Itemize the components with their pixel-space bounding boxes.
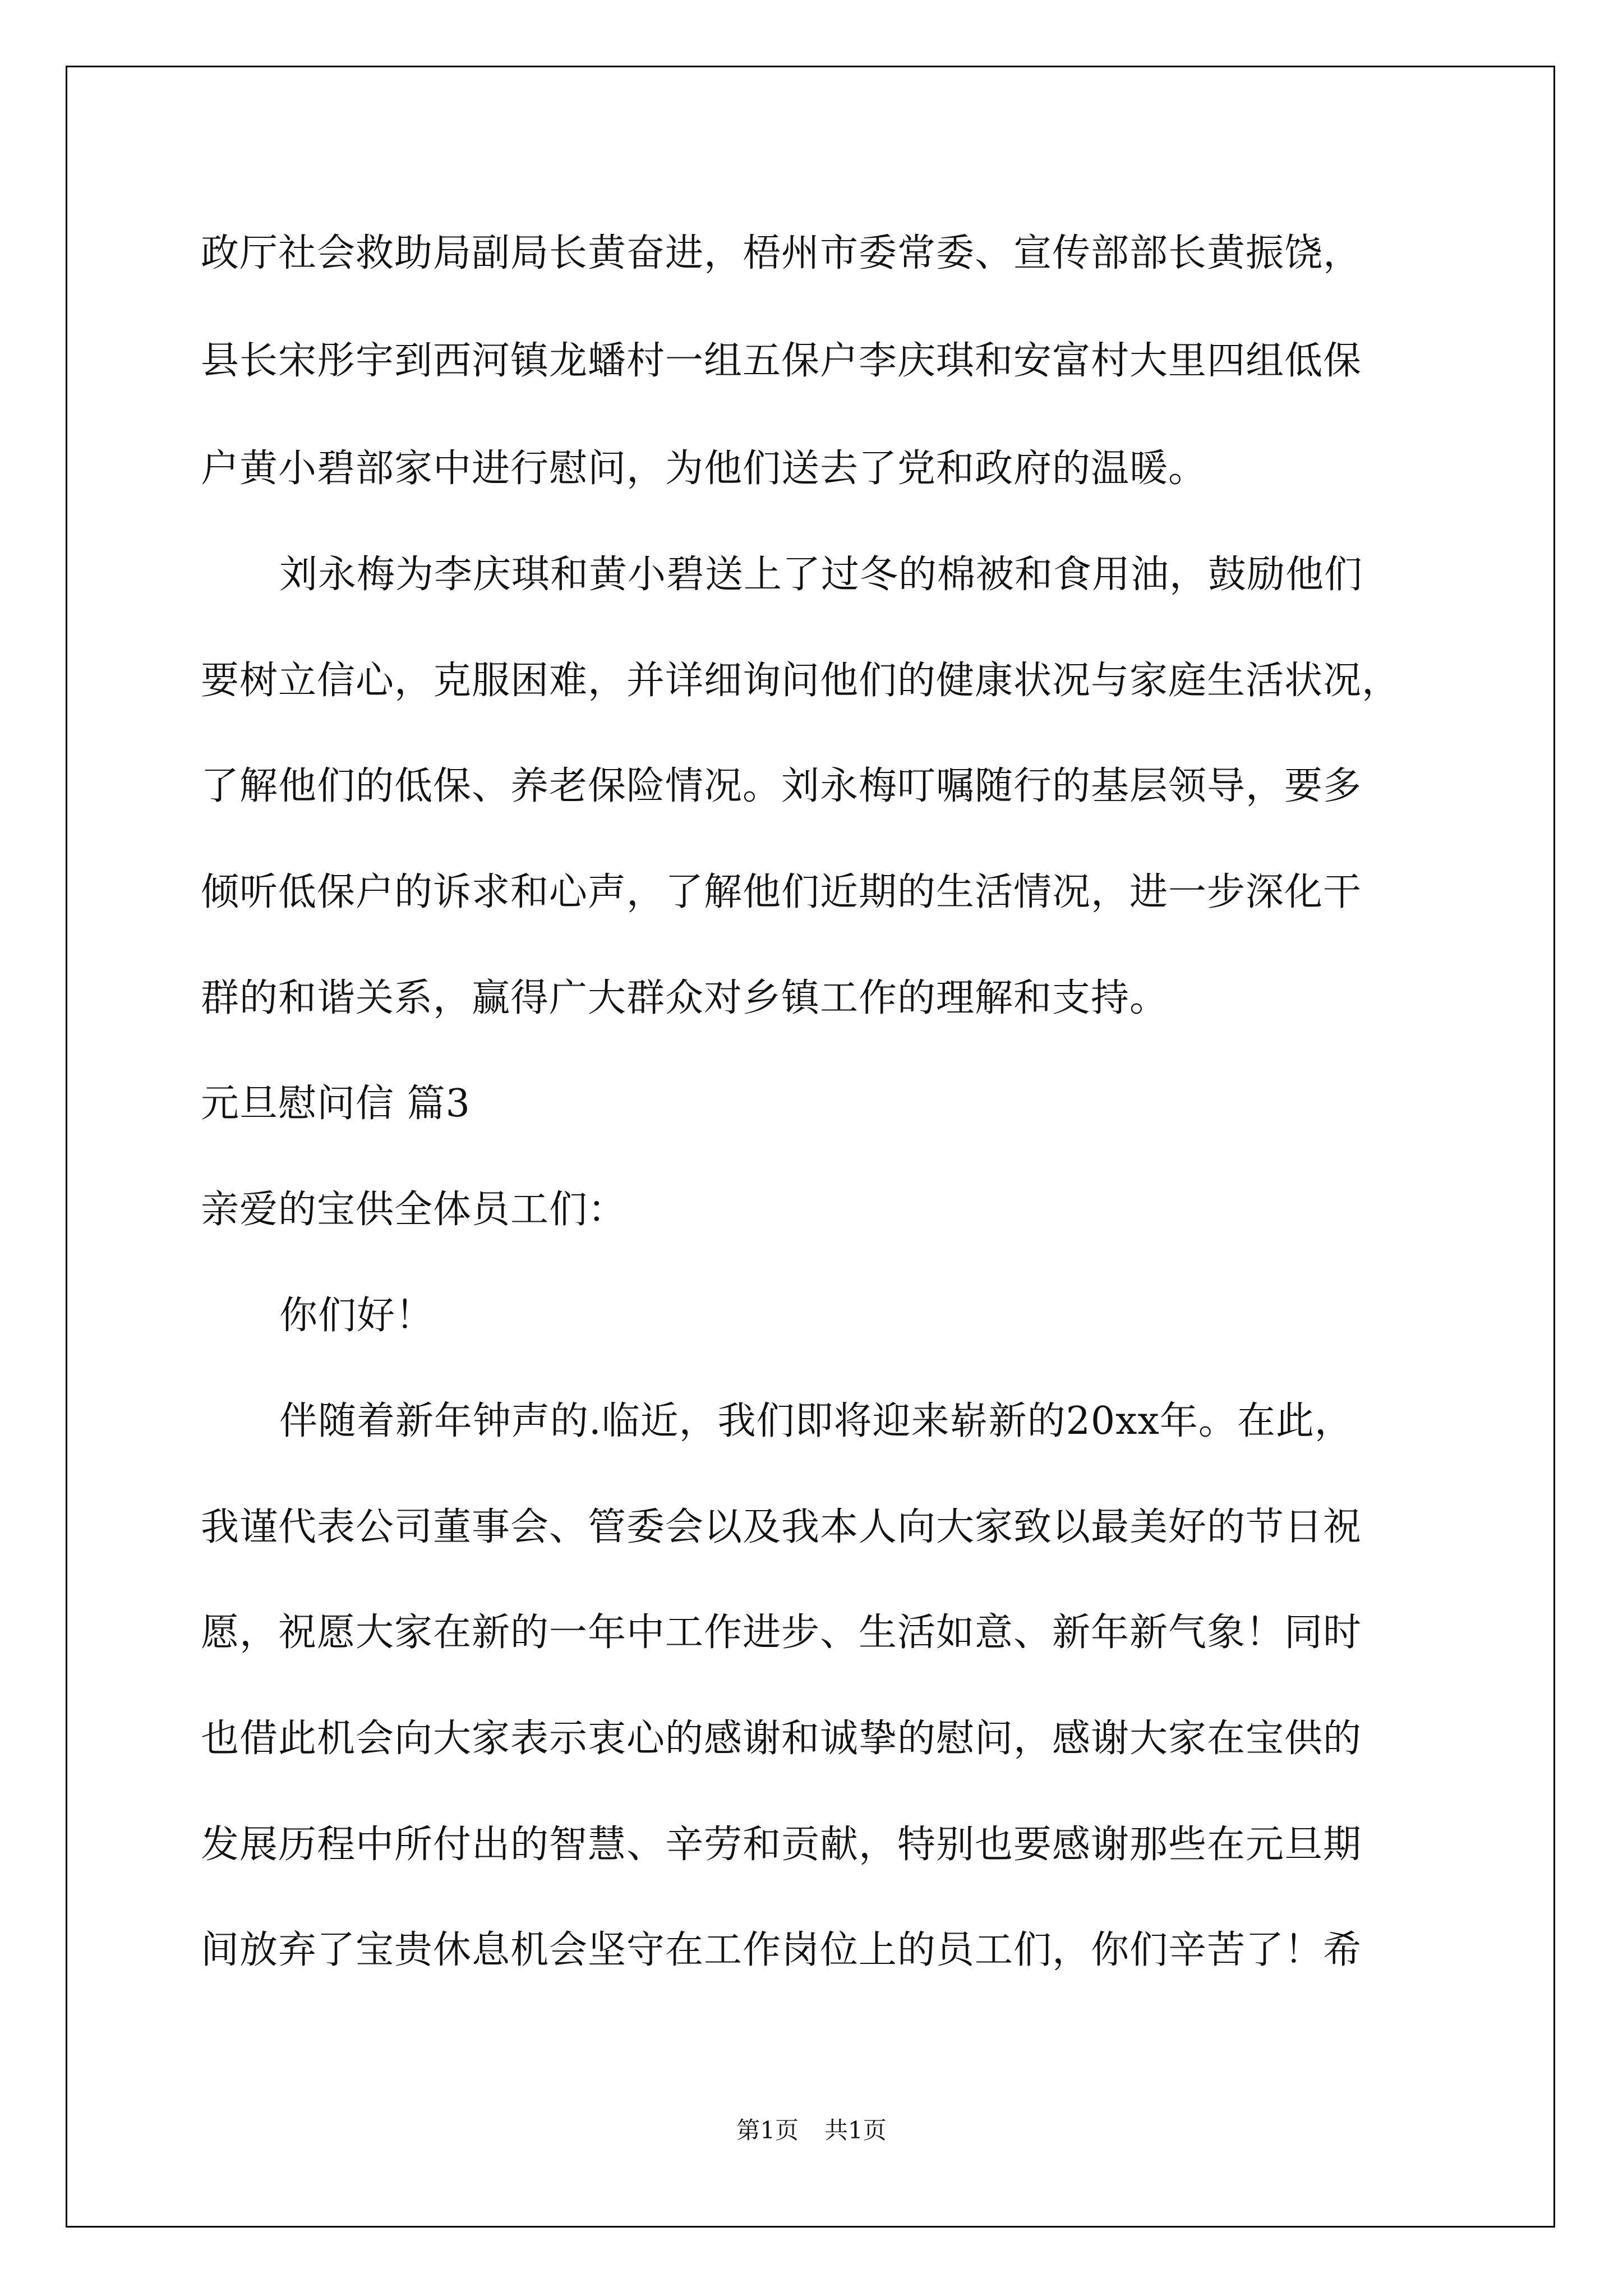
text-line: 户黄小碧部家中进行慰问，为他们送去了党和政府的温暖。 <box>201 447 1207 491</box>
greeting: 你们好！ <box>279 1294 435 1338</box>
page-footer <box>0 2116 1623 2145</box>
text-line: 刘永梅为李庆琪和黄小碧送上了过冬的棉被和食用油，鼓励他们 <box>279 553 1363 597</box>
section-title: 元旦慰问信 篇3 <box>201 1082 471 1126</box>
page-border <box>66 66 1555 2228</box>
salutation: 亲爱的宝供全体员工们： <box>201 1188 627 1232</box>
text-line: 伴随着新年钟声的.临近，我们即将迎来崭新的20xx年。在此， <box>279 1399 1353 1443</box>
text-line: 县长宋彤宇到西河镇龙蟠村一组五保户李庆琪和安富村大里四组低保 <box>201 339 1362 383</box>
text-line: 我谨代表公司董事会、管委会以及我本人向大家致以最美好的节日祝 <box>201 1505 1362 1549</box>
text-line: 愿，祝愿大家在新的一年中工作进步、生活如意、新年新气象！同时 <box>201 1611 1362 1655</box>
text-line: 群的和谐关系，赢得广大群众对乡镇工作的理解和支持。 <box>201 976 1169 1020</box>
text-line: 间放弃了宝贵休息机会坚守在工作岗位上的员工们，你们辛苦了！希 <box>201 1928 1362 1972</box>
text-line: 也借此机会向大家表示衷心的感谢和诚挚的慰问，感谢大家在宝供的 <box>201 1717 1362 1761</box>
page-total: 共1页 <box>824 2116 887 2144</box>
text-line: 要树立信心，克服困难，并详细询问他们的健康状况与家庭生活状况， <box>201 659 1401 703</box>
text-line: 倾听低保户的诉求和心声，了解他们近期的生活情况，进一步深化干 <box>201 870 1362 914</box>
text-line: 发展历程中所付出的智慧、辛劳和贡献，特别也要感谢那些在元旦期 <box>201 1823 1362 1867</box>
text-line: 政厅社会救助局副局长黄奋进，梧州市委常委、宣传部部长黄振饶， <box>201 231 1362 275</box>
page-number: 第1页 <box>736 2116 799 2144</box>
text-line: 了解他们的低保、养老保险情况。刘永梅叮嘱随行的基层领导，要多 <box>201 764 1362 808</box>
